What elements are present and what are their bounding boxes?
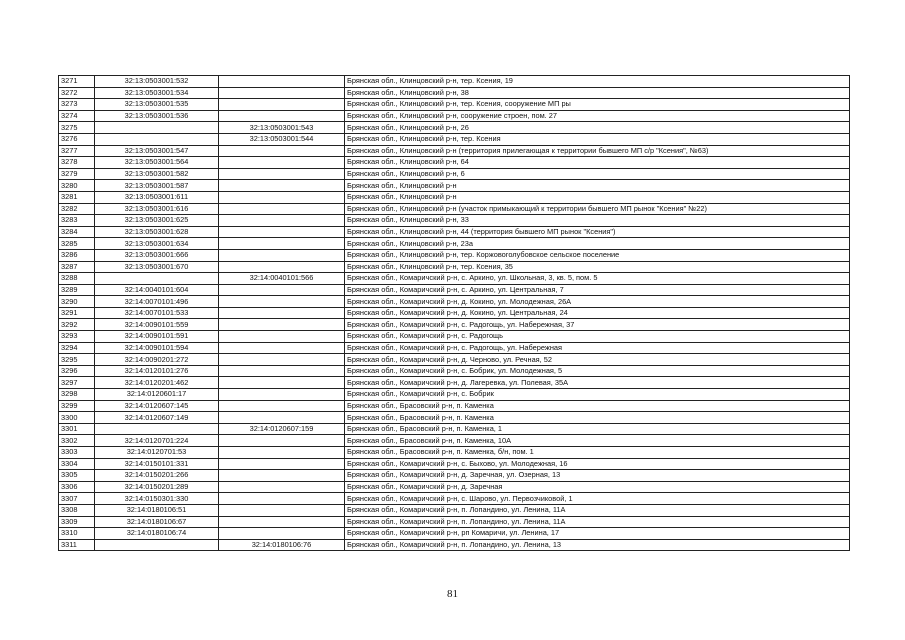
table-row — [59, 516, 850, 528]
row-number-cell: 3305 — [59, 470, 95, 482]
row-number-cell: 3282 — [59, 203, 95, 215]
table-row — [59, 99, 850, 111]
table-row — [59, 354, 850, 366]
cadastral-number-alt-cell — [219, 110, 345, 122]
cadastral-number-alt-cell — [219, 238, 345, 250]
address-cell: Брянская обл., Клинцовский р-н, 23а — [345, 238, 850, 250]
row-number-cell: 3302 — [59, 435, 95, 447]
cadastral-number-alt-cell — [219, 493, 345, 505]
table-row — [59, 180, 850, 192]
cadastral-number-alt-cell — [219, 284, 345, 296]
address-cell: Брянская обл., Клинцовский р-н (участок примыкающий к территории бывшего МП рынок "Ксения" №22) — [345, 203, 850, 215]
cadastral-number-alt-cell — [219, 470, 345, 482]
cadastral-number-cell: 32:14:0040101:604 — [95, 284, 219, 296]
address-cell: Брянская обл., Клинцовский р-н, 38 — [345, 87, 850, 99]
table-row — [59, 296, 850, 308]
table-row — [59, 400, 850, 412]
table-row — [59, 412, 850, 424]
row-number-cell: 3293 — [59, 331, 95, 343]
table-row — [59, 157, 850, 169]
address-cell: Брянская обл., Комаричский р-н, с. Быхово, ул. Молодежная, 16 — [345, 458, 850, 470]
table-row — [59, 365, 850, 377]
table-row — [59, 377, 850, 389]
cadastral-number-alt-cell — [219, 458, 345, 470]
row-number-cell: 3308 — [59, 504, 95, 516]
cadastral-number-alt-cell — [219, 191, 345, 203]
table-row — [59, 504, 850, 516]
row-number-cell: 3298 — [59, 389, 95, 401]
table-row — [59, 470, 850, 482]
address-cell: Брянская обл., Клинцовский р-н, тер. Ксения — [345, 133, 850, 145]
address-cell: Брянская обл., Комаричский р-н, с. Радогощь, ул. Набережная — [345, 342, 850, 354]
address-cell: Брянская обл., Комаричский р-н, с. Шарово, ул. Первозчиковой, 1 — [345, 493, 850, 505]
row-number-cell: 3281 — [59, 191, 95, 203]
address-cell: Брянская обл., Комаричский р-н, д. Лагеревка, ул. Полевая, 35А — [345, 377, 850, 389]
table-row — [59, 307, 850, 319]
row-number-cell: 3303 — [59, 447, 95, 459]
table-row — [59, 284, 850, 296]
page-number: 81 — [447, 588, 458, 600]
cadastral-number-alt-cell — [219, 145, 345, 157]
address-cell: Брянская обл., Комаричский р-н, п. Лопандино, ул. Ленина, 11А — [345, 516, 850, 528]
row-number-cell: 3301 — [59, 423, 95, 435]
row-number-cell: 3274 — [59, 110, 95, 122]
row-number-cell: 3309 — [59, 516, 95, 528]
cadastral-number-cell — [95, 122, 219, 134]
cadastral-number-alt-cell — [219, 400, 345, 412]
cadastral-number-cell: 32:13:0503001:625 — [95, 215, 219, 227]
row-number-cell: 3273 — [59, 99, 95, 111]
address-cell: Брянская обл., Брасовский р-н, п. Каменка, б/н, пом. 1 — [345, 447, 850, 459]
address-cell: Брянская обл., Клинцовский р-н, 44 (территория бывшего МП рынок "Ксения") — [345, 226, 850, 238]
address-cell: Брянская обл., Комаричский р-н, с. Аркино, ул. Школьная, 3, кв. 5, пом. 5 — [345, 273, 850, 285]
address-cell: Брянская обл., Комаричский р-н, д. Кокино, ул. Центральная, 24 — [345, 307, 850, 319]
table-row — [59, 203, 850, 215]
cadastral-number-cell: 32:14:0150101:331 — [95, 458, 219, 470]
address-cell: Брянская обл., Комаричский р-н, рп Комаричи, ул. Ленина, 17 — [345, 528, 850, 540]
cadastral-number-alt-cell — [219, 157, 345, 169]
cadastral-number-cell: 32:13:0503001:670 — [95, 261, 219, 273]
cadastral-number-cell: 32:14:0070101:533 — [95, 307, 219, 319]
address-cell: Брянская обл., Комаричский р-н, с. Бобрик — [345, 389, 850, 401]
cadastral-number-alt-cell: 32:13:0503001:544 — [219, 133, 345, 145]
address-cell: Брянская обл., Брасовский р-н, п. Каменка — [345, 412, 850, 424]
table-row — [59, 481, 850, 493]
registry-table — [58, 75, 850, 551]
cadastral-number-alt-cell: 32:14:0120607:159 — [219, 423, 345, 435]
table-row — [59, 145, 850, 157]
address-cell: Брянская обл., Клинцовский р-н, 64 — [345, 157, 850, 169]
row-number-cell: 3304 — [59, 458, 95, 470]
address-cell: Брянская обл., Клинцовский р-н, 26 — [345, 122, 850, 134]
cadastral-number-cell: 32:14:0120201:462 — [95, 377, 219, 389]
table-row — [59, 273, 850, 285]
cadastral-number-alt-cell — [219, 331, 345, 343]
cadastral-number-cell: 32:14:0090101:591 — [95, 331, 219, 343]
table-row — [59, 261, 850, 273]
cadastral-number-alt-cell: 32:13:0503001:543 — [219, 122, 345, 134]
cadastral-number-alt-cell — [219, 365, 345, 377]
address-cell: Брянская обл., Клинцовский р-н, тер. Ксения, сооружение МП ры — [345, 99, 850, 111]
cadastral-number-alt-cell — [219, 261, 345, 273]
cadastral-number-alt-cell — [219, 307, 345, 319]
row-number-cell: 3275 — [59, 122, 95, 134]
cadastral-number-alt-cell — [219, 389, 345, 401]
row-number-cell: 3310 — [59, 528, 95, 540]
row-number-cell: 3277 — [59, 145, 95, 157]
address-cell: Брянская обл., Клинцовский р-н, 6 — [345, 168, 850, 180]
cadastral-number-alt-cell — [219, 447, 345, 459]
cadastral-number-cell: 32:13:0503001:587 — [95, 180, 219, 192]
table-row — [59, 87, 850, 99]
row-number-cell: 3284 — [59, 226, 95, 238]
cadastral-number-cell — [95, 133, 219, 145]
table-row — [59, 226, 850, 238]
cadastral-number-cell: 32:13:0503001:564 — [95, 157, 219, 169]
cadastral-number-cell: 32:13:0503001:532 — [95, 76, 219, 88]
cadastral-number-alt-cell: 32:14:0040101:566 — [219, 273, 345, 285]
row-number-cell: 3286 — [59, 249, 95, 261]
cadastral-number-alt-cell — [219, 435, 345, 447]
row-number-cell: 3288 — [59, 273, 95, 285]
cadastral-number-alt-cell: 32:14:0180106:76 — [219, 539, 345, 551]
table-row — [59, 215, 850, 227]
cadastral-number-alt-cell — [219, 180, 345, 192]
row-number-cell: 3279 — [59, 168, 95, 180]
cadastral-number-cell: 32:13:0503001:535 — [95, 99, 219, 111]
address-cell: Брянская обл., Комаричский р-н, п. Лопандино, ул. Ленина, 13 — [345, 539, 850, 551]
table-row — [59, 249, 850, 261]
cadastral-number-cell: 32:13:0503001:582 — [95, 168, 219, 180]
address-cell: Брянская обл., Клинцовский р-н — [345, 191, 850, 203]
address-cell: Брянская обл., Комаричский р-н, п. Лопандино, ул. Ленина, 11А — [345, 504, 850, 516]
address-cell: Брянская обл., Клинцовский р-н, тер. Ксения, 19 — [345, 76, 850, 88]
cadastral-number-cell: 32:14:0120607:149 — [95, 412, 219, 424]
table-row — [59, 447, 850, 459]
cadastral-number-cell: 32:14:0090101:594 — [95, 342, 219, 354]
cadastral-number-cell: 32:13:0503001:634 — [95, 238, 219, 250]
address-cell: Брянская обл., Комаричский р-н, д. Черново, ул. Речная, 52 — [345, 354, 850, 366]
row-number-cell: 3287 — [59, 261, 95, 273]
row-number-cell: 3271 — [59, 76, 95, 88]
row-number-cell: 3296 — [59, 365, 95, 377]
cadastral-number-cell — [95, 539, 219, 551]
table-row — [59, 342, 850, 354]
table-row — [59, 435, 850, 447]
address-cell: Брянская обл., Брасовский р-н, п. Каменка — [345, 400, 850, 412]
cadastral-number-alt-cell — [219, 342, 345, 354]
address-cell: Брянская обл., Комаричский р-н, с. Аркино, ул. Центральная, 7 — [345, 284, 850, 296]
table-row — [59, 331, 850, 343]
table-row — [59, 528, 850, 540]
cadastral-number-cell: 32:14:0090201:272 — [95, 354, 219, 366]
row-number-cell: 3280 — [59, 180, 95, 192]
cadastral-number-cell: 32:14:0180106:51 — [95, 504, 219, 516]
cadastral-number-cell — [95, 423, 219, 435]
cadastral-number-cell: 32:14:0150301:330 — [95, 493, 219, 505]
row-number-cell: 3297 — [59, 377, 95, 389]
cadastral-number-cell: 32:13:0503001:666 — [95, 249, 219, 261]
address-cell: Брянская обл., Комаричский р-н, с. Радогощь, ул. Набережная, 37 — [345, 319, 850, 331]
cadastral-number-cell: 32:14:0070101:496 — [95, 296, 219, 308]
table-row — [59, 122, 850, 134]
address-cell: Брянская обл., Клинцовский р-н (территория прилегающая к территории бывшего МП с/р "Ксения", №63) — [345, 145, 850, 157]
row-number-cell: 3289 — [59, 284, 95, 296]
address-cell: Брянская обл., Клинцовский р-н — [345, 180, 850, 192]
row-number-cell: 3306 — [59, 481, 95, 493]
cadastral-number-cell: 32:13:0503001:628 — [95, 226, 219, 238]
table-row — [59, 168, 850, 180]
cadastral-number-cell: 32:14:0120701:53 — [95, 447, 219, 459]
cadastral-number-alt-cell — [219, 249, 345, 261]
cadastral-number-cell: 32:13:0503001:616 — [95, 203, 219, 215]
table-row — [59, 110, 850, 122]
cadastral-number-cell: 32:14:0180106:74 — [95, 528, 219, 540]
row-number-cell: 3294 — [59, 342, 95, 354]
address-cell: Брянская обл., Брасовский р-н, п. Каменка, 10А — [345, 435, 850, 447]
cadastral-number-alt-cell — [219, 76, 345, 88]
cadastral-number-alt-cell — [219, 203, 345, 215]
row-number-cell: 3283 — [59, 215, 95, 227]
cadastral-number-alt-cell — [219, 99, 345, 111]
registry-table-body — [59, 76, 850, 551]
address-cell: Брянская обл., Комаричский р-н, д. Кокино, ул. Молодежная, 26А — [345, 296, 850, 308]
cadastral-number-alt-cell — [219, 412, 345, 424]
row-number-cell: 3285 — [59, 238, 95, 250]
table-row — [59, 133, 850, 145]
table-row — [59, 389, 850, 401]
cadastral-number-alt-cell — [219, 354, 345, 366]
table-row — [59, 458, 850, 470]
table-row — [59, 493, 850, 505]
table-row — [59, 238, 850, 250]
cadastral-number-cell: 32:13:0503001:611 — [95, 191, 219, 203]
row-number-cell: 3292 — [59, 319, 95, 331]
address-cell: Брянская обл., Клинцовский р-н, тер. Ксения, 35 — [345, 261, 850, 273]
cadastral-number-alt-cell — [219, 226, 345, 238]
cadastral-number-cell — [95, 273, 219, 285]
address-cell: Брянская обл., Комаричский р-н, д. Заречная — [345, 481, 850, 493]
cadastral-number-cell: 32:14:0180106:67 — [95, 516, 219, 528]
cadastral-number-cell: 32:14:0120101:276 — [95, 365, 219, 377]
cadastral-number-cell: 32:14:0120701:224 — [95, 435, 219, 447]
cadastral-number-alt-cell — [219, 504, 345, 516]
table-row — [59, 539, 850, 551]
cadastral-number-cell: 32:13:0503001:534 — [95, 87, 219, 99]
address-cell: Брянская обл., Комаричский р-н, д. Заречная, ул. Озерная, 13 — [345, 470, 850, 482]
cadastral-number-alt-cell — [219, 481, 345, 493]
table-row — [59, 76, 850, 88]
cadastral-number-alt-cell — [219, 377, 345, 389]
address-cell: Брянская обл., Клинцовский р-н, сооружение строен, пом. 27 — [345, 110, 850, 122]
cadastral-number-alt-cell — [219, 168, 345, 180]
row-number-cell: 3311 — [59, 539, 95, 551]
address-cell: Брянская обл., Комаричский р-н, с. Бобрик, ул. Молодежная, 5 — [345, 365, 850, 377]
cadastral-number-cell: 32:13:0503001:547 — [95, 145, 219, 157]
cadastral-number-cell: 32:14:0120607:145 — [95, 400, 219, 412]
address-cell: Брянская обл., Клинцовский р-н, тер. Коржовоголубовское сельское поселение — [345, 249, 850, 261]
cadastral-number-alt-cell — [219, 516, 345, 528]
cadastral-number-cell: 32:14:0150201:289 — [95, 481, 219, 493]
cadastral-number-alt-cell — [219, 319, 345, 331]
table-row — [59, 191, 850, 203]
row-number-cell: 3276 — [59, 133, 95, 145]
row-number-cell: 3307 — [59, 493, 95, 505]
cadastral-number-cell: 32:13:0503001:536 — [95, 110, 219, 122]
row-number-cell: 3272 — [59, 87, 95, 99]
row-number-cell: 3299 — [59, 400, 95, 412]
cadastral-number-alt-cell — [219, 296, 345, 308]
cadastral-number-cell: 32:14:0120601:17 — [95, 389, 219, 401]
table-row — [59, 423, 850, 435]
cadastral-number-alt-cell — [219, 528, 345, 540]
row-number-cell: 3291 — [59, 307, 95, 319]
cadastral-number-cell: 32:14:0150201:266 — [95, 470, 219, 482]
cadastral-number-alt-cell — [219, 215, 345, 227]
cadastral-number-alt-cell — [219, 87, 345, 99]
row-number-cell: 3290 — [59, 296, 95, 308]
row-number-cell: 3300 — [59, 412, 95, 424]
address-cell: Брянская обл., Брасовский р-н, п. Каменка, 1 — [345, 423, 850, 435]
address-cell: Брянская обл., Комаричский р-н, с. Радогощь — [345, 331, 850, 343]
row-number-cell: 3278 — [59, 157, 95, 169]
cadastral-number-cell: 32:14:0090101:559 — [95, 319, 219, 331]
table-row — [59, 319, 850, 331]
address-cell: Брянская обл., Клинцовский р-н, 33 — [345, 215, 850, 227]
row-number-cell: 3295 — [59, 354, 95, 366]
